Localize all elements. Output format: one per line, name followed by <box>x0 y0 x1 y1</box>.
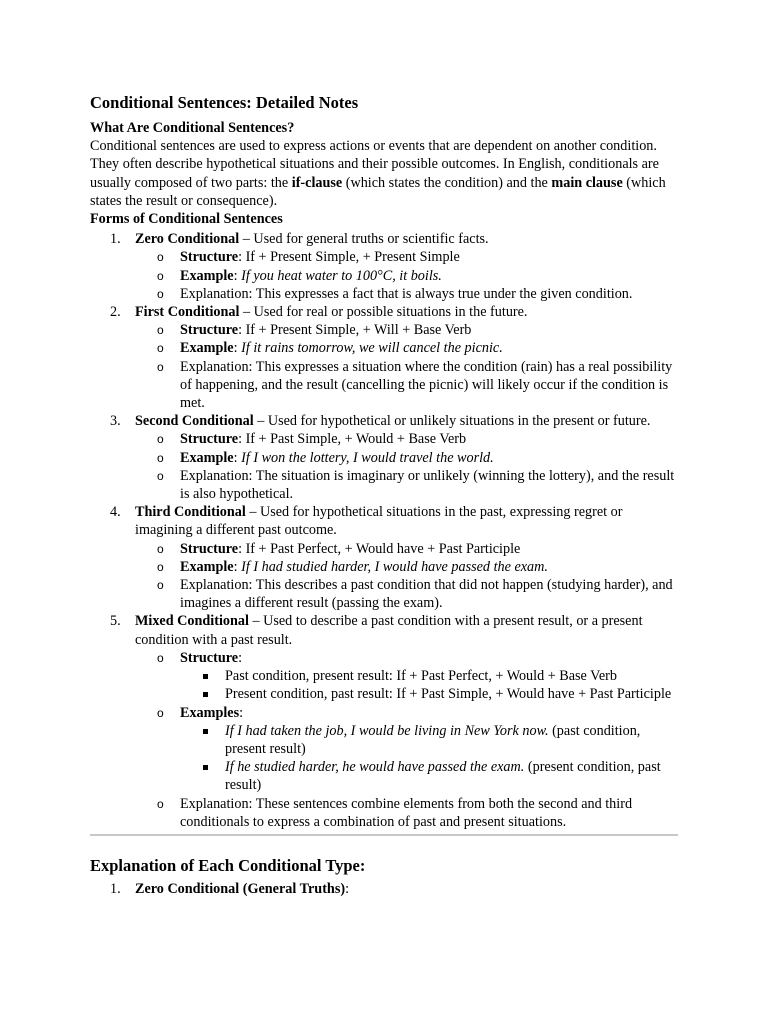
intro-paragraph: Conditional sentences are used to express actions or events that are dependent on another condition. They often describe hypothetical situations and their possible outcomes. In English, conditionals are usually composed of two parts: the if-clause (which states the condition) and the main clause (which states the result or consequence). <box>90 138 666 209</box>
section2-item: 1. Zero Conditional (General Truths): <box>110 880 350 897</box>
structure-line: o Structure: If + Present Simple, + Will + Base Verb <box>157 322 472 339</box>
structure-line: o Structure: If + Past Simple, + Would + Base Verb <box>157 431 467 448</box>
section-divider <box>90 834 678 836</box>
section2-list <box>90 880 680 898</box>
explanation-line: o Explanation: These sentences combine elements from both the second and third conditionals to express a combination of past and present situations. <box>157 795 633 830</box>
example-line: o Example: If I won the lottery, I would travel the world. <box>157 449 494 466</box>
structure-line: o Structure: If + Present Simple, + Present Simple <box>157 249 460 266</box>
example-line: o Example: If it rains tomorrow, we will cancel the picnic. <box>157 340 503 357</box>
examples-line: o Examples: If I had taken the job, I would be living in New York now. (past condition, present result) If he studied harder, he would have passed the exam. (present condition, past result) <box>135 704 680 795</box>
forms-heading: Forms of Conditional Sentences <box>90 211 283 228</box>
form-item-first: 2. First Conditional – Used for real or possible situations in the future. o Structure: If + Present Simple, + Will + Base Verb o Example: If it rains tomorrow, we will cancel the picnic. o Explanation: This expresses a situation where the condition (rain) has a real possibility of happening, and the result (cancelling the picnic) will likely occur if the condition is met. <box>90 303 680 412</box>
form-item-zero: 1. Zero Conditional – Used for general truths or scientific facts. o Structure: If + Present Simple, + Present Simple o Example: If you heat water to 100°C, it boils. o Explanation: This expresses a fact that is always true under the given condition. <box>90 230 680 303</box>
structure-line: o Structure: Past condition, present result: If + Past Perfect, + Would + Base Verb Present condition, past result: If + Past Simple, + Would have + Past Participle <box>135 649 680 704</box>
structure-line: o Structure: If + Past Perfect, + Would have + Past Participle <box>157 540 521 557</box>
form-item-third: 4. Third Conditional – Used for hypothetical situations in the past, expressing regret or imagining a different past outcome. o Structure: If + Past Perfect, + Would have + Past Participle o Example: If I had studied harder, I would have passed the exam. o Explanation: This describes a past condition that did not happen (studying harder), and imagines a different result (passing the exam). <box>90 503 680 612</box>
example-line: o Example: If you heat water to 100°C, it boils. <box>157 267 442 284</box>
section2-heading: Explanation of Each Conditional Type: <box>90 855 366 875</box>
square-bullet-icon <box>203 729 208 734</box>
form-item-second: 3. Second Conditional – Used for hypothetical or unlikely situations in the present or future. o Structure: If + Past Simple, + Would + Base Verb o Example: If I won the lottery, I would travel the world. o Explanation: The situation is imaginary or unlikely (winning the lottery), and the result is also hypothetical. <box>90 412 680 503</box>
forms-list <box>90 230 680 831</box>
structure-subitem: Present condition, past result: If + Past Simple, + Would have + Past Participle <box>180 685 680 703</box>
explanation-line: o Explanation: The situation is imaginary or unlikely (winning the lottery), and the result is also hypothetical. <box>157 467 675 503</box>
explanation-line: o Explanation: This expresses a situation where the condition (rain) has a real possibility of happening, and the result (cancelling the picnic) will likely occur if the condition is met. <box>157 358 673 412</box>
document-page <box>90 93 680 898</box>
example-subitem: If I had taken the job, I would be living in New York now. (past condition, present result) <box>180 722 680 758</box>
example-subitem: If he studied harder, he would have passed the exam. (present condition, past result) <box>180 758 680 794</box>
structure-subitem: Past condition, present result: If + Past Perfect, + Would + Base Verb <box>180 667 680 685</box>
square-bullet-icon <box>203 692 208 697</box>
document-title: Conditional Sentences: Detailed Notes <box>90 93 359 112</box>
explanation-line: o Explanation: This describes a past condition that did not happen (studying harder), and imagines a different result (passing the exam). <box>157 577 673 612</box>
explanation-line: o Explanation: This expresses a fact that is always true under the given condition. <box>157 285 633 302</box>
form-item-mixed: 5. Mixed Conditional – Used to describe a past condition with a present result, or a present condition with a past result. o Structure: Past condition, present result: If + Past Perfect, + Would + Base Verb Present condition, past result: If + Past Simple, + Would have + Past Participle o Examples: If I had taken the job, I would be living in New York now. (past condition, present result) If he studied harder, he would have passed the exam. (present condition, past result) o Explanation: These sentences combine elements from both the second and third conditionals to express a combination of past and present situations. <box>90 612 680 830</box>
what-heading: What Are Conditional Sentences? <box>90 120 295 136</box>
square-bullet-icon <box>203 674 208 679</box>
example-line: o Example: If I had studied harder, I would have passed the exam. <box>157 558 548 575</box>
square-bullet-icon <box>203 765 208 770</box>
